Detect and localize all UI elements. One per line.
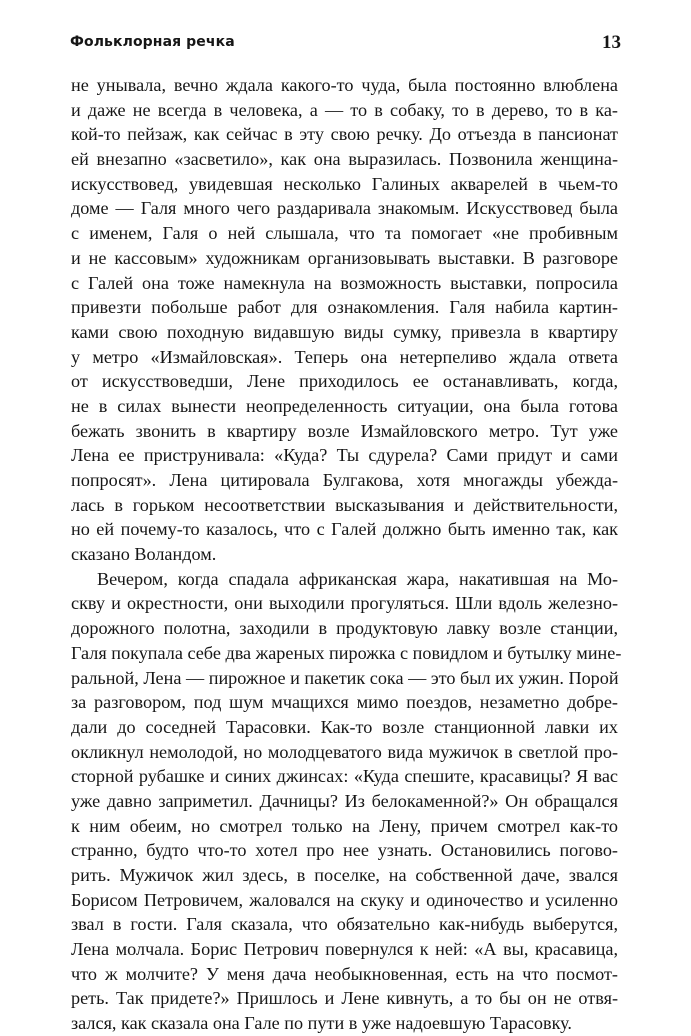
text-line: Галя покупала себе два жареных пирожка с повидлом и бутылку мине- xyxy=(71,642,622,663)
text-line: и даже не всегда в человека, а — то в собаку, то в дерево, то в ка- xyxy=(71,99,618,120)
text-line: лась в горьком несоответствии высказывания и действительности, xyxy=(71,494,618,515)
running-title: Фольклорная речка xyxy=(70,34,235,50)
text-line: кой-то пейзаж, как сейчас в эту свою речку. До отъезда в пансионат xyxy=(71,124,618,145)
text-line: рить. Мужичок жил здесь, в поселке, на собственной даче, звался xyxy=(71,865,618,885)
text-line: странно, будто что-то хотел про нее узнать. Остановились погово- xyxy=(71,840,618,861)
text-line: ками свою походную видавшую виды сумку, привезла в квартиру xyxy=(71,321,618,342)
text-line: не в силах вынести неопределенность ситуации, она была готова xyxy=(71,395,618,416)
body-text xyxy=(71,73,622,1036)
text-line: зался, как сказала она Гале по пути в уже надоевшую Тарасовку. xyxy=(71,1013,572,1034)
text-line: сторной рубашке и синих джинсах: «Куда спешите, красавицы? Я вас xyxy=(71,766,618,787)
text-line: ральной, Лена — пирожное и пакетик сока — это был их ужин. Порой xyxy=(71,667,619,688)
text-line: и не кассовым» художникам организовывать выставки. В разговоре xyxy=(71,247,618,268)
text-line: ей внезапно «засветило», как она выразилась. Позвонила женщина- xyxy=(71,149,618,170)
text-line: бежать звонить в квартиру возле Измайловского метро. Тут уже xyxy=(71,420,618,441)
text-line: искусствовед, увидевшая несколько Галиных акварелей в чьем-то xyxy=(71,173,618,194)
text-line: у метро «Измайловская». Теперь она нетерпеливо ждала ответа xyxy=(71,346,618,367)
text-line: Лена ее приструнивала: «Куда? Ты сдурела? Сами придут и сами xyxy=(71,445,618,466)
text-line: реть. Так придете?» Пришлось и Лене кивнуть, а то бы он не отвя- xyxy=(71,988,618,1009)
text-line: Борисом Петровичем, жаловался на скуку и одиночество и усиленно xyxy=(71,889,618,910)
text-line: доме — Галя много чего раздаривала знакомым. Искусствовед была xyxy=(71,198,618,219)
text-line: звал в гости. Галя сказала, что обязательно как-нибудь выберутся, xyxy=(71,914,618,935)
text-line: за разговором, под шум мчащихся мимо поездов, незаметно добре- xyxy=(71,692,618,713)
text-line: попросят». Лена цитировала Булгакова, хотя многажды убежда- xyxy=(71,470,618,490)
text-line: но ей почему-то казалось, что с Галей должно быть именно так, как xyxy=(71,519,618,540)
text-line: уже давно заприметил. Дачницы? Из белокаменной?» Он обращался xyxy=(71,790,618,811)
text-line: от искусствоведши, Лене приходилось ее останавливать, когда, xyxy=(71,371,618,392)
text-line: с именем, Галя о ней слышала, что та помогает «не пробивным xyxy=(71,223,618,244)
text-line: Вечером, когда спадала африканская жара, накатившая на Мо- xyxy=(97,568,618,589)
text-line: окликнул немолодой, но молодцеватого вида мужичок в светлой про- xyxy=(71,741,618,762)
text-line: дорожного полотна, заходили в продуктовую лавку возле станции, xyxy=(71,618,618,639)
text-line: дали до соседней Тарасовки. Как-то возле станционной лавки их xyxy=(71,716,618,737)
text-line: что ж молчите? У меня дача необыкновенная, есть на что посмот- xyxy=(71,963,618,984)
text-line: Лена молчала. Борис Петрович повернулся к ней: «А вы, красавица, xyxy=(71,939,618,960)
paragraph-2 xyxy=(71,567,622,1036)
page-number: 13 xyxy=(602,32,621,53)
text-line: скву и окрестности, они выходили прогуляться. Шли вдоль железно- xyxy=(71,593,618,614)
text-line: к ним обеим, но смотрел только на Лену, причем смотрел как-то xyxy=(71,815,618,836)
running-header xyxy=(70,32,621,52)
text-line: сказано Воландом. xyxy=(71,544,217,565)
paragraph-1 xyxy=(71,73,618,567)
text-line: с Галей она тоже намекнула на возможность выставки, попросила xyxy=(71,272,618,293)
text-line: не унывала, вечно ждала какого-то чуда, была постоянно влюблена xyxy=(71,75,618,95)
text-line: привезти побольше работ для ознакомления. Галя набила картин- xyxy=(71,297,618,318)
